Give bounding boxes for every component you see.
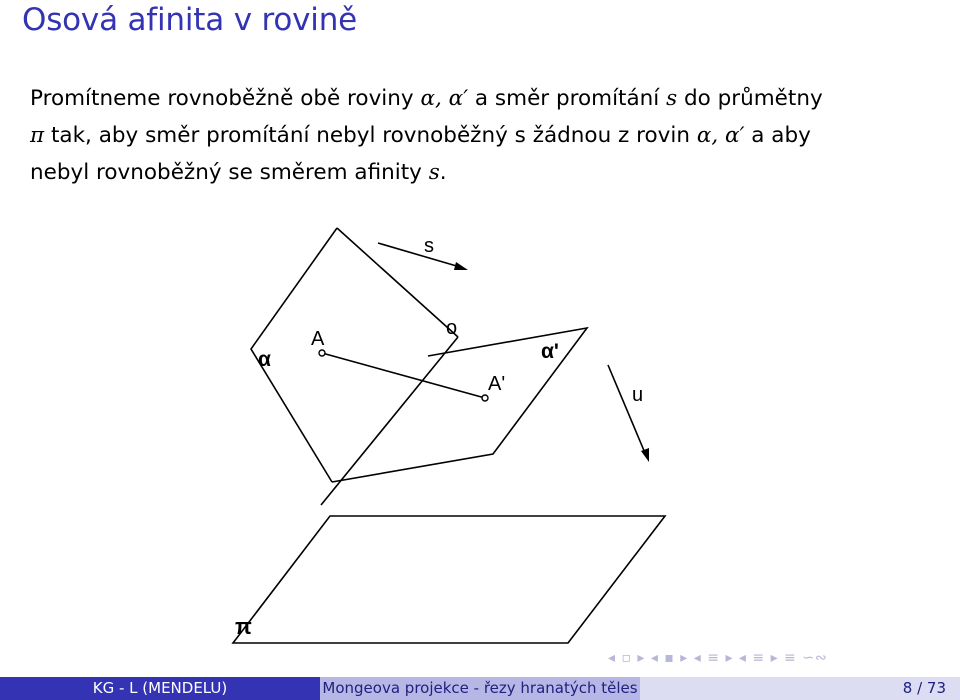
alpha-prime-symbol: α′ xyxy=(448,86,469,111)
plane-pi xyxy=(233,516,665,643)
label-s: s xyxy=(424,235,434,257)
plane-alpha-edge xyxy=(337,228,458,337)
arrow-s-head xyxy=(454,262,468,270)
pi-symbol: π xyxy=(30,123,45,148)
footer-page-number: 8 / 73 xyxy=(640,677,960,700)
arrow-s-line xyxy=(378,243,460,267)
point-A xyxy=(319,350,325,356)
segment-A-A-prime xyxy=(322,353,485,398)
s-symbol: s xyxy=(428,160,440,185)
text-part: do průmětny xyxy=(677,86,823,111)
alpha-symbol: α xyxy=(420,86,435,111)
beamer-navigation[interactable]: ◂ ▫ ▸ ◂ ▪ ▸ ◂ ≡ ▸ ◂ ≡ ▸ ≡ ∽∾ xyxy=(608,650,828,666)
alpha-prime-symbol: α′ xyxy=(725,123,745,148)
text-part: nebyl rovnoběžný se směrem afinity xyxy=(30,160,429,185)
text-part: . xyxy=(439,160,447,185)
comma: , xyxy=(711,123,726,148)
label-alpha-prime: α' xyxy=(541,340,559,363)
label-o: o xyxy=(446,317,458,339)
footer-title: Mongeova projekce - řezy hranatých těles xyxy=(320,677,640,700)
arrow-u-head xyxy=(641,448,649,462)
s-symbol: s xyxy=(666,86,678,111)
label-u: u xyxy=(632,384,644,406)
label-A-prime: A' xyxy=(488,373,506,395)
text-part: a aby xyxy=(744,123,811,148)
text-part: a směr promítání xyxy=(468,86,667,111)
label-alpha: α xyxy=(258,348,271,371)
label-A: A xyxy=(311,328,325,350)
comma: , xyxy=(435,86,449,111)
label-pi: π xyxy=(235,614,252,639)
footer-bar xyxy=(0,677,960,700)
text-part: tak, aby směr promítání nebyl rovnoběžný s žádnou z rovin xyxy=(44,123,697,148)
alpha-symbol: α xyxy=(696,123,712,148)
arrow-u-line xyxy=(608,365,645,453)
text-part: Promítneme rovnoběžně obě roviny xyxy=(30,86,421,111)
slide-title: Osová afinita v rovině xyxy=(22,2,358,38)
point-A-prime xyxy=(482,395,488,401)
footer-author: KG - L (MENDELU) xyxy=(0,677,320,700)
